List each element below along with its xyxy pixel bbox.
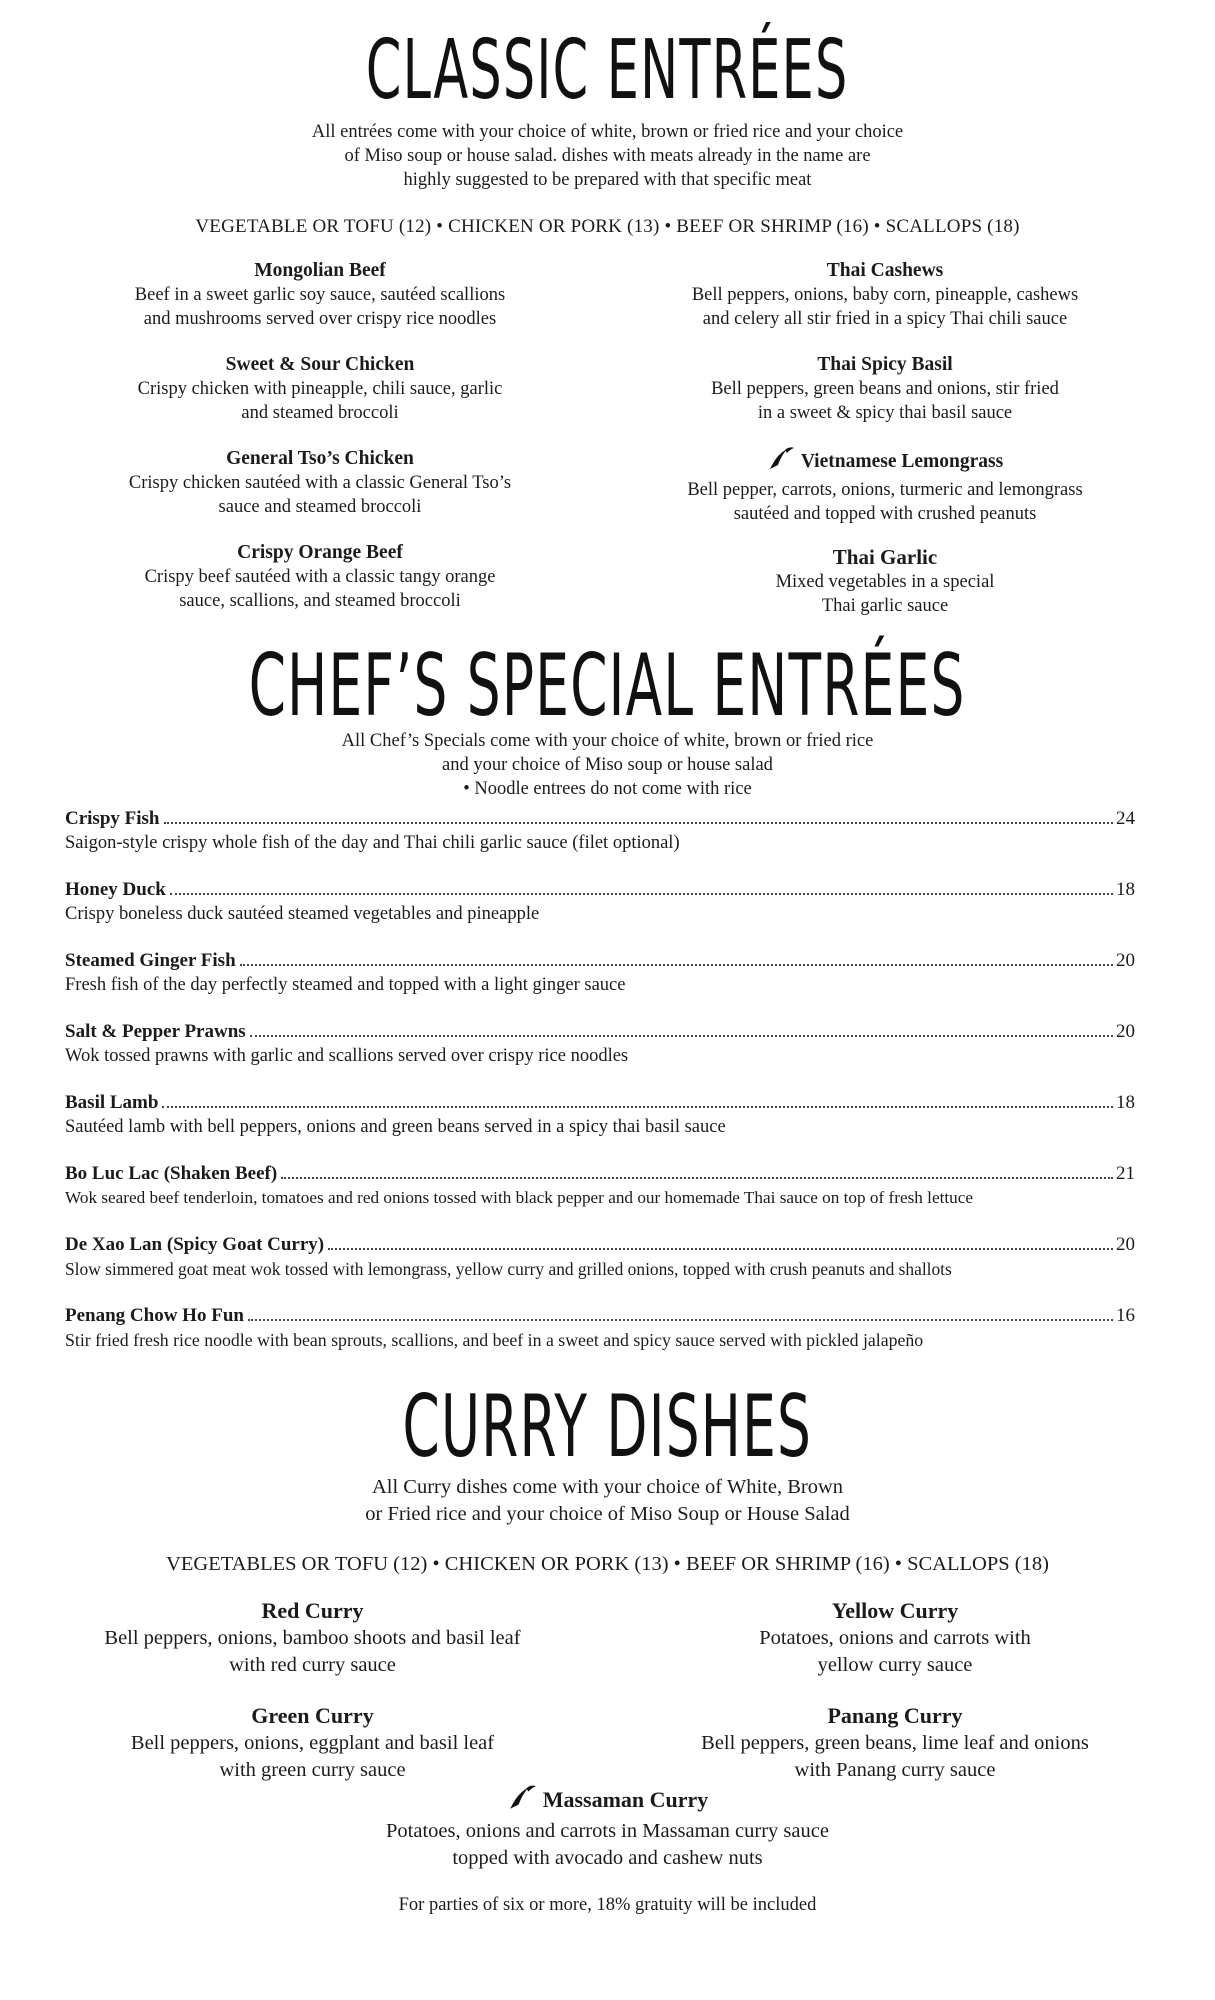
chef-title: CHEF’S SPECIAL ENTRÉES xyxy=(249,636,966,736)
dish-description: Crispy beef sautéed with a classic tangy orange xyxy=(144,567,496,587)
dish-description: Saigon-style crispy whole fish of the day and Thai chili garlic sauce (filet optional) xyxy=(65,833,680,853)
dish-name: Red Curry xyxy=(261,1598,364,1623)
dish-price: 21 xyxy=(1116,1163,1135,1184)
dish-price: 18 xyxy=(1116,879,1135,900)
dish-name: Sweet & Sour Chicken xyxy=(225,354,415,375)
chef-intro-line: All Chef’s Specials come with your choice of white, brown or fried rice xyxy=(341,731,874,751)
dish-description: Bell peppers, onions, bamboo shoots and basil leaf xyxy=(104,1627,521,1649)
dish-description: Wok tossed prawns with garlic and scallions served over crispy rice noodles xyxy=(65,1046,629,1066)
gratuity-note: For parties of six or more, 18% gratuity will be included xyxy=(398,1895,817,1915)
classic-protein-options: VEGETABLE OR TOFU (12) • CHICKEN OR PORK (13) • BEEF OR SHRIMP (16) • SCALLOPS (18) xyxy=(195,216,1020,237)
dish-description: Bell peppers, green beans and onions, stir fried xyxy=(711,379,1059,399)
special-item xyxy=(65,808,1135,855)
curry-item xyxy=(300,1783,915,1872)
special-item xyxy=(65,1163,1135,1210)
special-item xyxy=(65,1021,1135,1068)
dish-price: 16 xyxy=(1116,1305,1135,1326)
dish-description: Bell peppers, onions, eggplant and basil leaf xyxy=(130,1732,495,1754)
dish-name: Massaman Curry xyxy=(542,1787,709,1812)
dish-description: Crispy chicken with pineapple, chili sauce, garlic xyxy=(137,379,503,399)
dish-name-row xyxy=(650,445,1120,478)
dish-description: Wok seared beef tenderloin, tomatoes and red onions tossed with black pepper and our homemade Thai sauce on top of fresh lettuce xyxy=(65,1188,973,1207)
dish-description: with red curry sauce xyxy=(229,1654,396,1676)
dish-name: Penang Chow Ho Fun xyxy=(65,1305,244,1326)
dish-description: and celery all stir fried in a spicy Thai chili sauce xyxy=(702,309,1068,329)
curry-item xyxy=(650,1702,1140,1784)
dot-leader xyxy=(162,1106,1113,1108)
classic-intro-line: All entrées come with your choice of white, brown or fried rice and your choice xyxy=(311,122,904,142)
dish-description: Beef in a sweet garlic soy sauce, sautéed scallions xyxy=(134,285,506,305)
dish-description: Thai garlic sauce xyxy=(821,596,949,616)
dish-description: Potatoes, onions and carrots in Massaman curry sauce xyxy=(386,1820,829,1842)
dish-name: Thai Spicy Basil xyxy=(817,354,953,375)
curry-item xyxy=(60,1597,565,1679)
dot-leader xyxy=(248,1319,1113,1321)
curry-protein-options: VEGETABLES OR TOFU (12) • CHICKEN OR PORK (13) • BEEF OR SHRIMP (16) • SCALLOPS (18) xyxy=(166,1553,1049,1575)
special-item xyxy=(65,1305,1135,1352)
dish-description: sauce, scallions, and steamed broccoli xyxy=(179,591,461,611)
dish-price: 20 xyxy=(1116,950,1135,971)
curry-intro-line: or Fried rice and your choice of Miso Soup or House Salad xyxy=(365,1503,850,1525)
classic-item xyxy=(110,259,530,331)
classic-item xyxy=(650,544,1120,618)
dish-description: Stir fried fresh rice noodle with bean sprouts, scallions, and beef in a sweet and spicy sauce served with pickled jalapeño xyxy=(65,1330,924,1350)
dish-name: Yellow Curry xyxy=(831,1598,959,1623)
classic-intro xyxy=(0,120,1215,192)
chef-intro xyxy=(0,729,1215,801)
dish-description: with green curry sauce xyxy=(219,1759,406,1781)
classic-intro-line: of Miso soup or house salad. dishes with meats already in the name are xyxy=(344,146,871,166)
dish-description: Mixed vegetables in a special xyxy=(775,572,995,592)
curry-intro-line: All Curry dishes come with your choice of White, Brown xyxy=(371,1476,844,1498)
dish-description: Bell peppers, onions, baby corn, pineapple, cashews xyxy=(691,285,1079,305)
dish-name: Basil Lamb xyxy=(65,1092,159,1113)
dish-name: Crispy Fish xyxy=(65,808,160,829)
dish-name: Steamed Ginger Fish xyxy=(65,950,236,971)
dish-name: Panang Curry xyxy=(827,1703,963,1728)
dish-name: Honey Duck xyxy=(65,879,166,900)
dish-name: Thai Garlic xyxy=(832,545,938,569)
dot-leader xyxy=(170,893,1113,895)
dish-description: sautéed and topped with crushed peanuts xyxy=(733,504,1037,524)
dish-name: Green Curry xyxy=(251,1703,374,1728)
dish-description: Bell pepper, carrots, onions, turmeric and lemongrass xyxy=(687,480,1083,500)
classic-item xyxy=(650,353,1120,425)
dish-name: Crispy Orange Beef xyxy=(237,542,403,563)
dish-price: 18 xyxy=(1116,1092,1135,1113)
classic-title: CLASSIC ENTRÉES xyxy=(366,23,849,118)
dish-description: in a sweet & spicy thai basil sauce xyxy=(757,403,1013,423)
dish-name: Thai Cashews xyxy=(826,260,944,281)
dish-name-row xyxy=(300,1783,915,1818)
dish-description: Crispy chicken sautéed with a classic General Tso’s xyxy=(128,473,512,493)
dish-description: sauce and steamed broccoli xyxy=(218,497,422,517)
dish-name: Salt & Pepper Prawns xyxy=(65,1021,246,1042)
dish-price: 20 xyxy=(1116,1234,1135,1255)
dish-description: Sautéed lamb with bell peppers, onions and green beans served in a spicy thai basil sauce xyxy=(65,1117,726,1137)
dish-description: Slow simmered goat meat wok tossed with lemongrass, yellow curry and grilled onions, topped with crush peanuts and shallots xyxy=(65,1259,952,1279)
dish-name: De Xao Lan (Spicy Goat Curry) xyxy=(65,1234,325,1255)
curry-intro xyxy=(0,1474,1215,1528)
dish-description: yellow curry sauce xyxy=(817,1654,973,1676)
dish-description: with Panang curry sauce xyxy=(794,1759,996,1781)
dish-name: Mongolian Beef xyxy=(254,260,386,281)
special-item xyxy=(65,879,1135,926)
dot-leader xyxy=(328,1248,1113,1250)
dish-name: General Tso’s Chicken xyxy=(226,448,414,469)
dish-price: 24 xyxy=(1116,808,1135,829)
dish-description: and steamed broccoli xyxy=(241,403,399,423)
special-item xyxy=(65,950,1135,997)
classic-item xyxy=(110,447,530,519)
classic-intro-line: highly suggested to be prepared with that specific meat xyxy=(403,170,812,190)
classic-item xyxy=(650,259,1120,331)
dot-leader xyxy=(164,822,1114,824)
dish-description: Bell peppers, green beans, lime leaf and onions xyxy=(701,1732,1089,1754)
dish-price: 20 xyxy=(1116,1021,1135,1042)
curry-item xyxy=(60,1702,565,1784)
classic-item xyxy=(650,445,1120,526)
dot-leader xyxy=(281,1177,1113,1179)
curry-title: CURRY DISHES xyxy=(402,1377,813,1477)
dish-name: Vietnamese Lemongrass xyxy=(800,451,1004,472)
dish-description: Potatoes, onions and carrots with xyxy=(759,1627,1031,1649)
dish-description: Fresh fish of the day perfectly steamed and topped with a light ginger sauce xyxy=(65,975,626,995)
dish-description: and mushrooms served over crispy rice noodles xyxy=(143,309,497,329)
dish-description: topped with avocado and cashew nuts xyxy=(452,1847,763,1869)
dish-name: Bo Luc Lac (Shaken Beef) xyxy=(65,1163,278,1184)
classic-item xyxy=(110,541,530,613)
chef-intro-line: • Noodle entrees do not come with rice xyxy=(463,779,752,799)
special-item xyxy=(65,1092,1135,1139)
special-item xyxy=(65,1234,1135,1281)
spicy-pepper-icon xyxy=(767,445,795,478)
chef-intro-line: and your choice of Miso soup or house salad xyxy=(442,755,773,775)
dish-description: Crispy boneless duck sautéed steamed vegetables and pineapple xyxy=(65,904,540,924)
spicy-pepper-icon xyxy=(507,1783,537,1818)
dot-leader xyxy=(240,964,1113,966)
dot-leader xyxy=(250,1035,1113,1037)
curry-item xyxy=(650,1597,1140,1679)
classic-item xyxy=(110,353,530,425)
